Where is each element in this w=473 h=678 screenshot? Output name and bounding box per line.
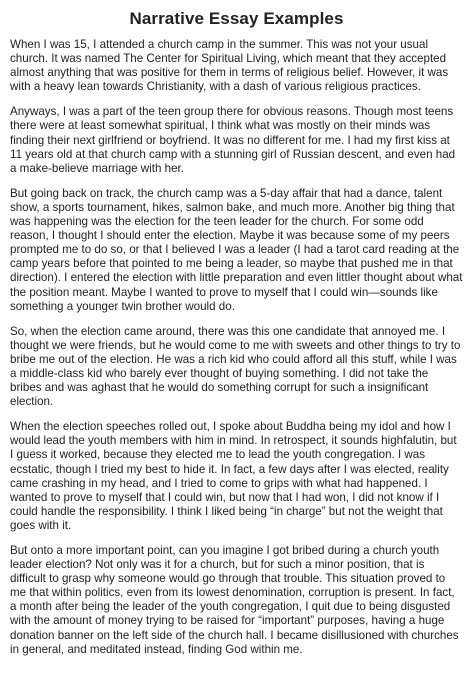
- essay-paragraph-3: But going back on track, the church camp was a 5-day affair that had a dance, talent show, a sports tournament, hikes, salmon bake, and much more. Another big thing that was happening was the election for the teen leader for the church. For some odd reason, I thought I should enter the election. Maybe it was because some of my peers prompted me to do so, or that I believed I was a leader (I had a tarot card reading at the camp years before that pointed to me being a leader, so maybe that pushed me in that direction). I entered the election with little preparation and even littler thought about what the position meant. Maybe I wanted to prove to myself that I could win—sounds like something a younger twin brother would do.: [10, 186, 463, 313]
- essay-paragraph-1: When I was 15, I attended a church camp in the summer. This was not your usual church. It was named The Center for Spiritual Living, which meant that they accepted almost anything that was positive for them in terms of religious belief. However, it was with a heavy lean towards Christianity, with a dash of various religious practices.: [10, 38, 449, 94]
- page-title: Narrative Essay Examples: [129, 9, 344, 28]
- essay-paragraph-6: But onto a more important point, can you imagine I got bribed during a church youth leader election? Not only was it for a church, but for such a minor position, that is difficult to grasp why someone would go through that trouble. This situation proved to me that within politics, even from its lowest denomination, corruption is present. In fact, a month after being the leader of the youth congregation, I quit due to being disgusted with the amount of money trying to be raised for “important” purposes, having a huge donation banner on the left side of the church hall. I became disillusioned with churches in general, and meditated instead, finding God within me.: [10, 544, 459, 656]
- essay-paragraph-2: Anyways, I was a part of the teen group there for obvious reasons. Though most teens there were at least somewhat spiritual, I think what was mostly on their minds was finding their next girlfriend or boyfriend. It was no different for me. I had my first kiss at 11 years old at that church camp with a stunning girl of Russian descent, and even had a make-believe marriage with her.: [10, 105, 456, 175]
- essay-paragraph-5: When the election speeches rolled out, I spoke about Buddha being my idol and how I would lead the youth members with him in mind. In retrospect, it sounds highfalutin, but I guess it worked, because they elected me to lead the youth congregation. I was ecstatic, though I tried my best to hide it. In fact, a few days after I was elected, reality came crashing in my head, and I tried to come to grips with what had happened. I wanted to prove to myself that I could win, but now that I had won, I did not know if I could handle the responsibility. I think I liked being “in charge” but not the weight that goes with it.: [10, 420, 457, 532]
- essay-paragraph-4: So, when the election came around, there was this one candidate that annoyed me. I thought we were friends, but he would come to me with sweets and other things to try to bribe me out of the election. He was a rich kid who could afford all this stuff, while I was a middle-class kid who barely ever thought of buying something. I did not take the bribes and was aghast that he would do something corrupt for such a insignificant election.: [10, 324, 461, 409]
